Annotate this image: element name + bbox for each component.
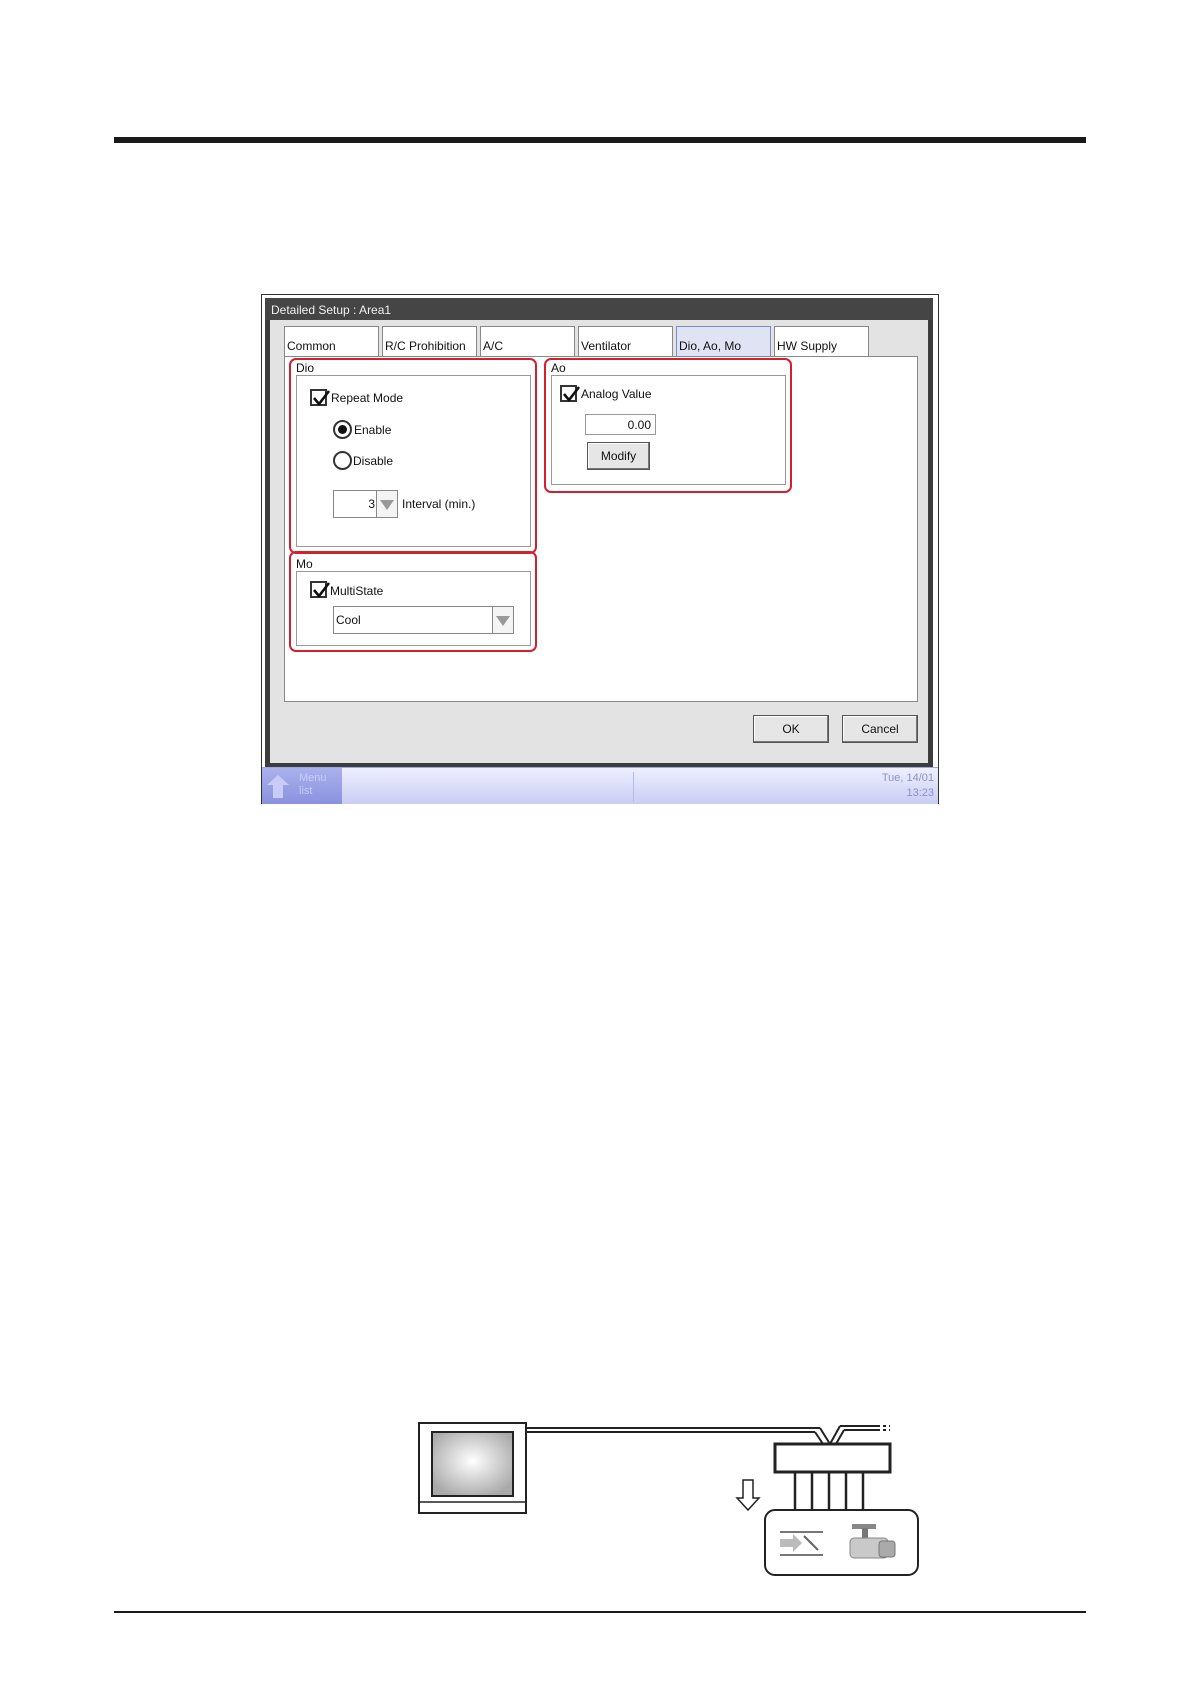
clock [882, 771, 934, 801]
interface-box-icon [775, 1444, 890, 1510]
multistate-select[interactable] [333, 606, 514, 634]
controller-unit-icon [419, 1423, 526, 1513]
analog-value-label: Analog Value [581, 387, 652, 401]
taskbar-separator [633, 772, 634, 802]
menu-label: Menu [299, 772, 327, 784]
dio-ao-mo-panel [284, 356, 918, 702]
tab-rc-prohibition[interactable]: R/C Prohibition [382, 326, 477, 356]
connection-diagram [418, 1422, 938, 1592]
ao-highlight-frame [544, 358, 792, 493]
chevron-down-icon[interactable] [492, 607, 513, 633]
checkmark-icon [311, 388, 331, 408]
tab-dio-ao-mo[interactable]: Dio, Ao, Mo [676, 326, 771, 356]
wiring-lines [526, 1426, 890, 1444]
footer-rule [114, 1611, 1086, 1613]
taskbar [262, 767, 938, 804]
chevron-down-icon[interactable] [376, 491, 397, 517]
disable-radio[interactable] [333, 451, 352, 470]
enable-label: Enable [354, 423, 392, 437]
multistate-label: MultiState [330, 584, 384, 598]
equipment-box-icon [765, 1510, 918, 1575]
analog-value-field[interactable]: 0.00 [585, 414, 656, 435]
tab-hw-supply[interactable]: HW Supply [774, 326, 869, 356]
cancel-button[interactable]: Cancel [842, 715, 918, 743]
mo-group-label: Mo [296, 557, 313, 571]
screenshot-frame [261, 294, 939, 804]
mo-highlight-frame [289, 551, 537, 652]
clock-time: 13:23 [906, 787, 934, 799]
checkmark-icon [311, 580, 331, 600]
disable-label: Disable [353, 454, 394, 468]
list-label: list [299, 785, 313, 797]
multistate-checkbox[interactable] [310, 581, 327, 598]
interval-label: Interval (min.) [402, 497, 476, 511]
checkmark-icon [561, 384, 581, 404]
modify-button[interactable]: Modify [587, 442, 650, 470]
clock-date: Tue, 14/01 [881, 772, 934, 784]
repeat-mode-checkbox[interactable] [310, 389, 327, 406]
dio-group-label: Dio [296, 361, 315, 375]
repeat-mode-label: Repeat Mode [331, 391, 404, 405]
interval-value: 3 [368, 497, 375, 511]
tab-common[interactable]: Common [284, 326, 379, 356]
ok-button[interactable]: OK [753, 715, 829, 743]
interval-select[interactable] [333, 490, 398, 518]
menu-list-button[interactable] [262, 768, 342, 804]
analog-value-checkbox[interactable] [560, 385, 577, 402]
down-arrow-icon [737, 1480, 759, 1510]
multistate-selected-value: Cool [336, 613, 361, 627]
tab-ac[interactable]: A/C [480, 326, 575, 356]
tab-ventilator[interactable]: Ventilator [578, 326, 673, 356]
header-rule [114, 137, 1086, 143]
enable-radio[interactable] [333, 420, 352, 439]
detailed-setup-window [265, 298, 933, 768]
window-title: Detailed Setup : Area1 [265, 298, 933, 320]
ao-group-label: Ao [551, 361, 566, 375]
window-body [270, 320, 928, 763]
